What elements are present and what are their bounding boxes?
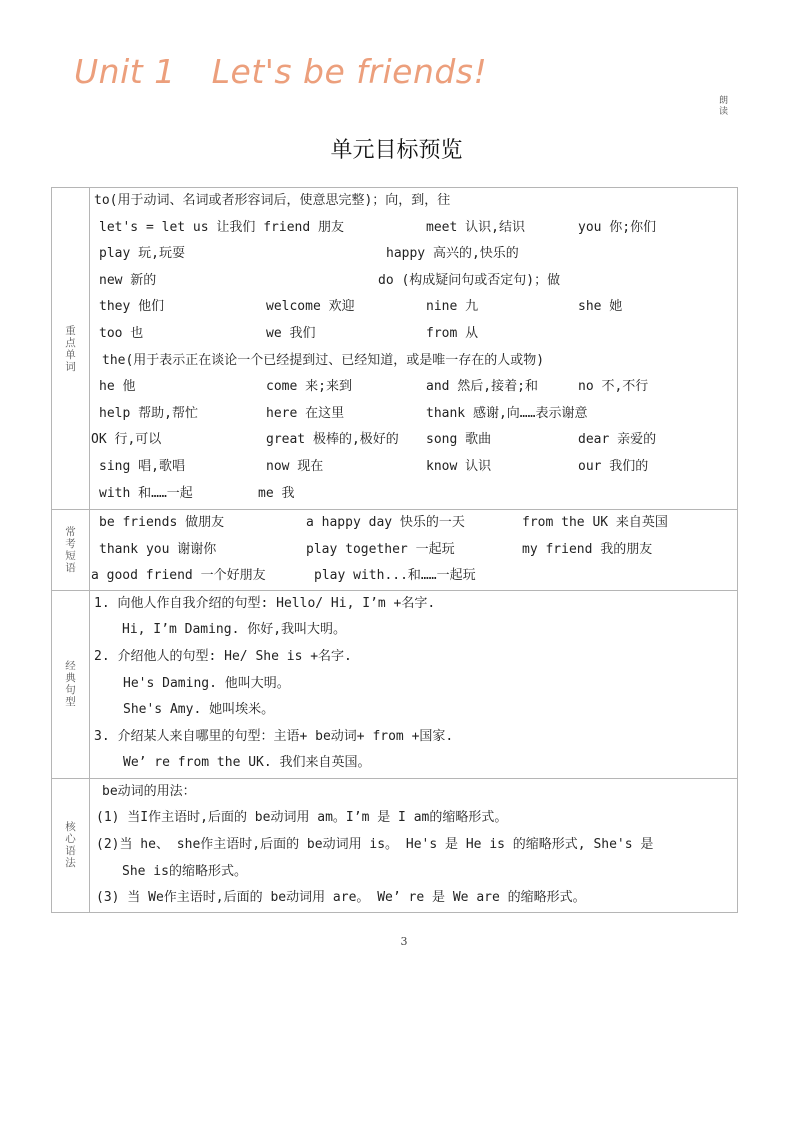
entry-text: nine 九 <box>426 299 479 315</box>
content-line <box>90 188 737 215</box>
entry-text: he 他 <box>99 379 136 395</box>
entry-text: He's Daming. 他叫大明。 <box>123 675 290 691</box>
entry-text: to(用于动词、名词或者形容词后，使意思完整)；向，到，往 <box>94 193 451 208</box>
entry-text: Hi, I’m Daming. 你好,我叫大明。 <box>122 622 347 638</box>
entry-text: the(用于表示正在谈论一个已经提到过、已经知道，或是唯一存在的人或物) <box>102 352 545 368</box>
content-line <box>90 779 737 806</box>
content-line <box>90 481 737 508</box>
entry-text: great 极棒的,极好的 <box>266 432 399 448</box>
entry-text: 3. 介绍某人来自哪里的句型：主语+ be动词+ from +国家. <box>94 728 454 744</box>
entry-text: know 认识 <box>426 458 492 474</box>
entry-text: a good friend 一个好朋友 <box>91 568 266 584</box>
entry-text: play together 一起玩 <box>306 541 455 557</box>
entry-text: welcome 欢迎 <box>266 299 355 315</box>
entry-text: help 帮助,帮忙 <box>99 405 198 421</box>
content-line <box>90 724 737 751</box>
entry-text: now 现在 <box>266 458 324 474</box>
page-number: 3 <box>400 935 408 948</box>
content-line <box>90 591 737 618</box>
content-line <box>90 563 737 590</box>
entry-text: we 我们 <box>266 325 316 341</box>
entry-text: me 我 <box>258 485 295 501</box>
entry-text: she 她 <box>578 299 623 315</box>
entry-text: come 来;来到 <box>266 379 352 395</box>
entry-text: here 在这里 <box>266 405 345 421</box>
content-line <box>90 510 737 537</box>
entry-text: new 新的 <box>99 272 157 288</box>
content-line <box>90 750 737 777</box>
section-content <box>90 188 738 510</box>
entry-text: (2)当 he、 she作主语时,后面的 be动词用 is。 He's 是 He is 的缩略形式, She's 是 <box>96 836 654 852</box>
entry-text: with 和……一起 <box>99 485 193 501</box>
content-line <box>90 294 737 321</box>
entry-text: do (构成疑问句或否定句)；做 <box>378 272 561 288</box>
section-label: 重点单词 <box>52 188 90 510</box>
entry-text: and 然后,接着;和 <box>426 379 538 395</box>
content-line <box>90 454 737 481</box>
entry-text: from 从 <box>426 325 479 341</box>
content-line <box>90 805 737 832</box>
entry-text: She is的缩略形式。 <box>122 863 247 879</box>
content-line <box>90 537 737 564</box>
entry-text: 2. 介绍他人的句型: He/ She is +名字. <box>94 648 352 664</box>
unit-preview-table <box>51 187 738 913</box>
entry-text: (1) 当I作主语时,后面的 be动词用 am。I’m 是 I am的缩略形式。 <box>96 810 508 826</box>
entry-text: thank you 谢谢你 <box>99 541 217 557</box>
content-line <box>90 374 737 401</box>
entry-text: meet 认识,结识 <box>426 219 525 235</box>
content-line <box>90 268 737 295</box>
content-line <box>90 321 737 348</box>
entry-text: OK 行,可以 <box>91 432 162 448</box>
section-label: 经典句型 <box>52 590 90 778</box>
section-grammar <box>52 778 738 912</box>
section-content <box>90 510 738 591</box>
entry-text: no 不,不行 <box>578 379 649 395</box>
entry-text: 1. 向他人作自我介绍的句型: Hello/ Hi, I’m +名字. <box>94 595 436 611</box>
section-key-words <box>52 188 738 510</box>
entry-text: song 歌曲 <box>426 432 492 448</box>
entry-text: my friend 我的朋友 <box>522 541 653 557</box>
unit-number: Unit 1 <box>74 52 176 91</box>
entry-text: (3) 当 We作主语时,后面的 be动词用 are。 We’ re 是 We are 的缩略形式。 <box>96 890 586 906</box>
section-label: 核心语法 <box>52 778 90 912</box>
entry-text: happy 高兴的,快乐的 <box>386 246 519 262</box>
section-content <box>90 590 738 778</box>
content-line <box>90 644 737 671</box>
entry-text: sing 唱,歌唱 <box>99 458 185 474</box>
entry-text: a happy day 快乐的一天 <box>306 515 465 530</box>
content-line <box>90 697 737 724</box>
unit-name: Let's be friends! <box>211 52 488 91</box>
entry-text: play 玩,玩耍 <box>99 246 185 262</box>
entry-text: thank 感谢,向……表示谢意 <box>426 405 588 421</box>
entry-text: She's Amy. 她叫埃米。 <box>123 702 275 718</box>
content-line <box>90 348 737 375</box>
content-line <box>90 241 737 268</box>
content-line <box>90 859 737 886</box>
entry-text: too 也 <box>99 325 144 341</box>
entry-text: our 我们的 <box>578 458 649 474</box>
entry-text: dear 亲爱的 <box>578 432 657 448</box>
content-line <box>90 832 737 859</box>
entry-text: let's = let us 让我们 friend 朋友 <box>99 219 345 235</box>
content-line <box>90 401 737 428</box>
entry-text: be动词的用法： <box>102 783 196 799</box>
section-label: 常考短语 <box>52 510 90 591</box>
page-title: 单元目标预览 <box>330 138 463 163</box>
content-line <box>90 617 737 644</box>
entry-text: play with...和……一起玩 <box>314 568 476 584</box>
entry-text: We’ re from the UK. 我们来自英国。 <box>123 755 371 771</box>
section-phrases <box>52 510 738 591</box>
entry-text: you 你;你们 <box>578 219 657 235</box>
entry-text: they 他们 <box>99 299 165 315</box>
entry-text: from the UK 来自英国 <box>522 515 668 530</box>
section-content <box>90 778 738 912</box>
section-sentences <box>52 590 738 778</box>
content-line <box>90 215 737 242</box>
entry-text: be friends 做朋友 <box>99 515 225 530</box>
read-aloud-label[interactable]: 朗读 <box>719 96 729 117</box>
unit-title <box>74 52 487 91</box>
content-line <box>90 671 737 698</box>
content-line <box>90 427 737 454</box>
content-line <box>90 885 737 912</box>
